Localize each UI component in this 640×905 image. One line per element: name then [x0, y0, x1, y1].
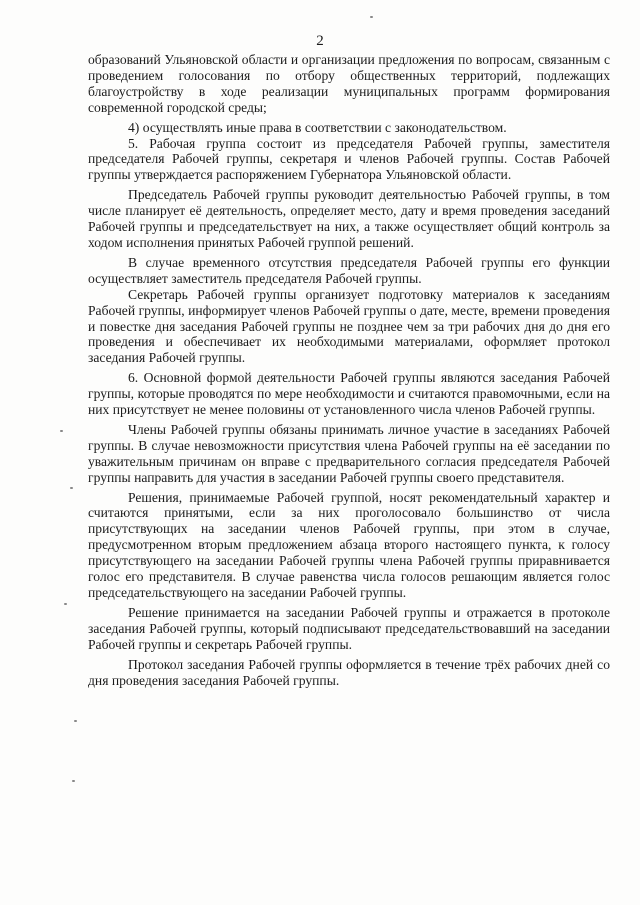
paragraph-3: 5. Рабочая группа состоит из председателя Рабочей группы, заместителя председателя Рабочей группы, секретаря и членов Рабочей группы. Состав Рабочей группы утверждается распоряжением Губернатора Ульяновской области.: [88, 135, 610, 183]
paragraph-5: В случае временного отсутствия председателя Рабочей группы его функции осуществляет заместитель председателя Рабочей группы.: [88, 254, 610, 286]
paragraph-6: Секретарь Рабочей группы организует подготовку материалов к заседаниям Рабочей группы, информирует членов Рабочей группы о дате, месте, времени проведения и повестке дня заседания Рабочей группы не позднее чем за три рабочих дня до дня его проведения и обеспечивает их необходимыми материалами, оформляет протокол заседания Рабочей группы.: [88, 286, 610, 366]
paragraph-1: образований Ульяновской области и организации предложения по вопросам, связанным с проведением голосования по отбору общественных территорий, подлежащих благоустройству в ходе реализации муниципальных программ формирования современной городской среды;: [88, 52, 610, 115]
scan-speck: [60, 430, 63, 432]
paragraph-11: Протокол заседания Рабочей группы оформляется в течение трёх рабочих дней со дня проведения заседания Рабочей группы.: [88, 656, 610, 688]
scan-speck: [64, 603, 67, 605]
paragraph-4: Председатель Рабочей группы руководит деятельностью Рабочей группы, в том числе планирует её деятельность, определяет место, дату и время проведения заседаний Рабочей группы и председательствует на них, а также осуществляет общий контроль за ходом исполнения принятых Рабочей группой решений.: [88, 187, 610, 250]
scan-speck: [370, 16, 373, 18]
page-number: 2: [316, 33, 324, 49]
paragraph-7: 6. Основной формой деятельности Рабочей группы являются заседания Рабочей группы, которые проводятся по мере необходимости и считаются правомочными, если на них присутствует не менее половины от установленного числа членов Рабочей группы.: [88, 370, 610, 418]
paragraph-2: 4) осуществлять иные права в соответствии с законодательством.: [128, 119, 507, 135]
paragraph-8: Члены Рабочей группы обязаны принимать личное участие в заседаниях Рабочей группы. В случае невозможности присутствия члена Рабочей группы на её заседании по уважительным причинам он вправе с предварительного согласия председателя Рабочей группы направить для участия в заседании Рабочей группы своего представителя.: [88, 421, 610, 485]
paragraph-9: Решения, принимаемые Рабочей группой, носят рекомендательный характер и считаются принятыми, если за них проголосовало большинство от числа присутствующих на заседании членов Рабочей группы, при этом в случае, предусмотренном вторым предложением абзаца второго настоящего пункта, к голосу присутствующего на заседании Рабочей группы члена Рабочей группы приравнивается голос его представителя. В случае равенства числа голосов решающим является голос председательствующего на заседании Рабочей группы.: [88, 489, 610, 600]
scan-speck: [74, 720, 77, 722]
paragraph-10: Решение принимается на заседании Рабочей группы и отражается в протоколе заседания Рабочей группы, который подписывают председательствовавший на заседании Рабочей группы и секретарь Рабочей группы.: [88, 604, 610, 652]
scan-speck: [70, 487, 73, 489]
scan-speck: [72, 780, 75, 782]
document-body: [88, 52, 610, 692]
